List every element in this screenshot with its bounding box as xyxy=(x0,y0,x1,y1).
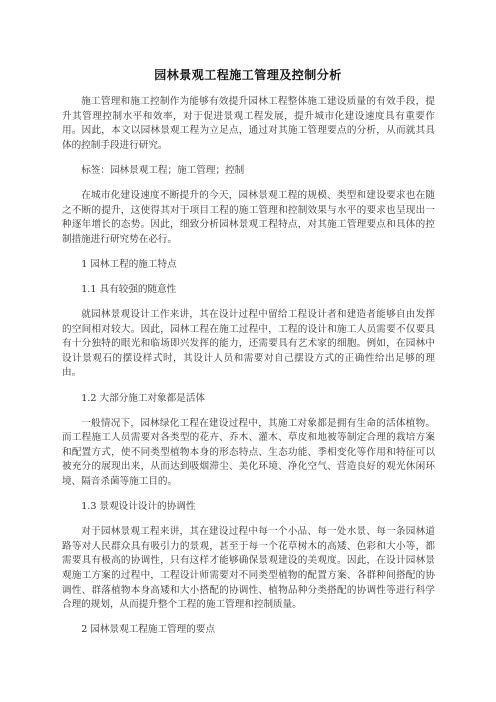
abstract-paragraph: 施工管理和施工控制作为能够有效提升园林工程整体施工建设质量的有效手段，提升其管理控制水平和效率，对于促进景观工程发展，提升城市化建设速度具有重要作用。因此，本文以园林景观工程为立足点，通过对其施工管理要点的分析，从而就其具体的控制手段进行研究。 xyxy=(62,96,435,151)
intro-paragraph: 在城市化建设速度不断提升的今天，园林景观工程的规模、类型和建设要求也在随之不断的提升，这使得其对于项目工程的施工管理和控制效果与水平的要求也呈现出一种逐年增长的态势。因此，细致分析园林景观工程特点，对其施工管理要点和具体的控制措施进行研究势在必行。 xyxy=(62,189,435,245)
section-1-1-paragraph: 就园林景观设计工作来讲，其在设计过程中留给工程设计者和建造者能够自由发挥的空间相对较大。因此，园林工程在施工过程中，工程的设计和施工人员需要不仅要具有十分独特的眼光和临场即兴发挥的能力，还需要具有艺术家的细胞。例如，在园林中设计景观石的摆设样式时，其设计人员和需要对自己摆设方式的正确性给出足够的理由。 xyxy=(62,309,435,379)
section-1-2-heading: 1.2 大部分施工对象都是活体 xyxy=(81,392,206,404)
document-body xyxy=(62,95,435,648)
section-1-heading: 1 园林工程的施工特点 xyxy=(81,258,177,270)
section-2-heading: 2 园林景观工程施工管理的要点 xyxy=(81,624,216,636)
section-1-1-heading: 1.1 具有较强的随意性 xyxy=(81,283,177,295)
keywords-line: 标签：园林景观工程；施工管理；控制 xyxy=(81,164,245,176)
section-1-3-heading: 1.3 景观设计设计的协调性 xyxy=(81,501,196,513)
document-title: 园林景观工程施工管理及控制分析 xyxy=(154,68,342,82)
section-1-2-paragraph: 一般情况下，园林绿化工程在建设过程中，其施工对象都是拥有生命的活体植物。而工程施工人员需要对各类型的花卉、乔木、灌木、草皮和地被等制定合理的栽培方案和配置方式，使不同类型植物本身的形态特点、生态功能、季相变化等作用和特征可以被充分的展现出来，从而达到吸烟滞尘、美化环境、净化空气、营造良好的观光休闲环境、隔音杀菌等施工目的。 xyxy=(62,417,435,487)
section-1-3-paragraph: 对于园林景观工程来讲，其在建设过程中每一个小品、每一处水景、每一条园林道路等对人民群众具有吸引力的景观，甚至于每一个花草树木的高矮、色彩和大小等，都需要具有极高的协调性，只有这样才能够确保景观建设的美观度。因此，在设计园林景观施工方案的过程中，工程设计师需要对不同类型植物的配置方案、各群种间搭配的协调性、群落植物本身高矮和大小搭配的协调性、植物品种分类搭配的协调性等进行科学合理的规划，从而提升整个工程的施工管理和控制质量。 xyxy=(62,526,435,611)
